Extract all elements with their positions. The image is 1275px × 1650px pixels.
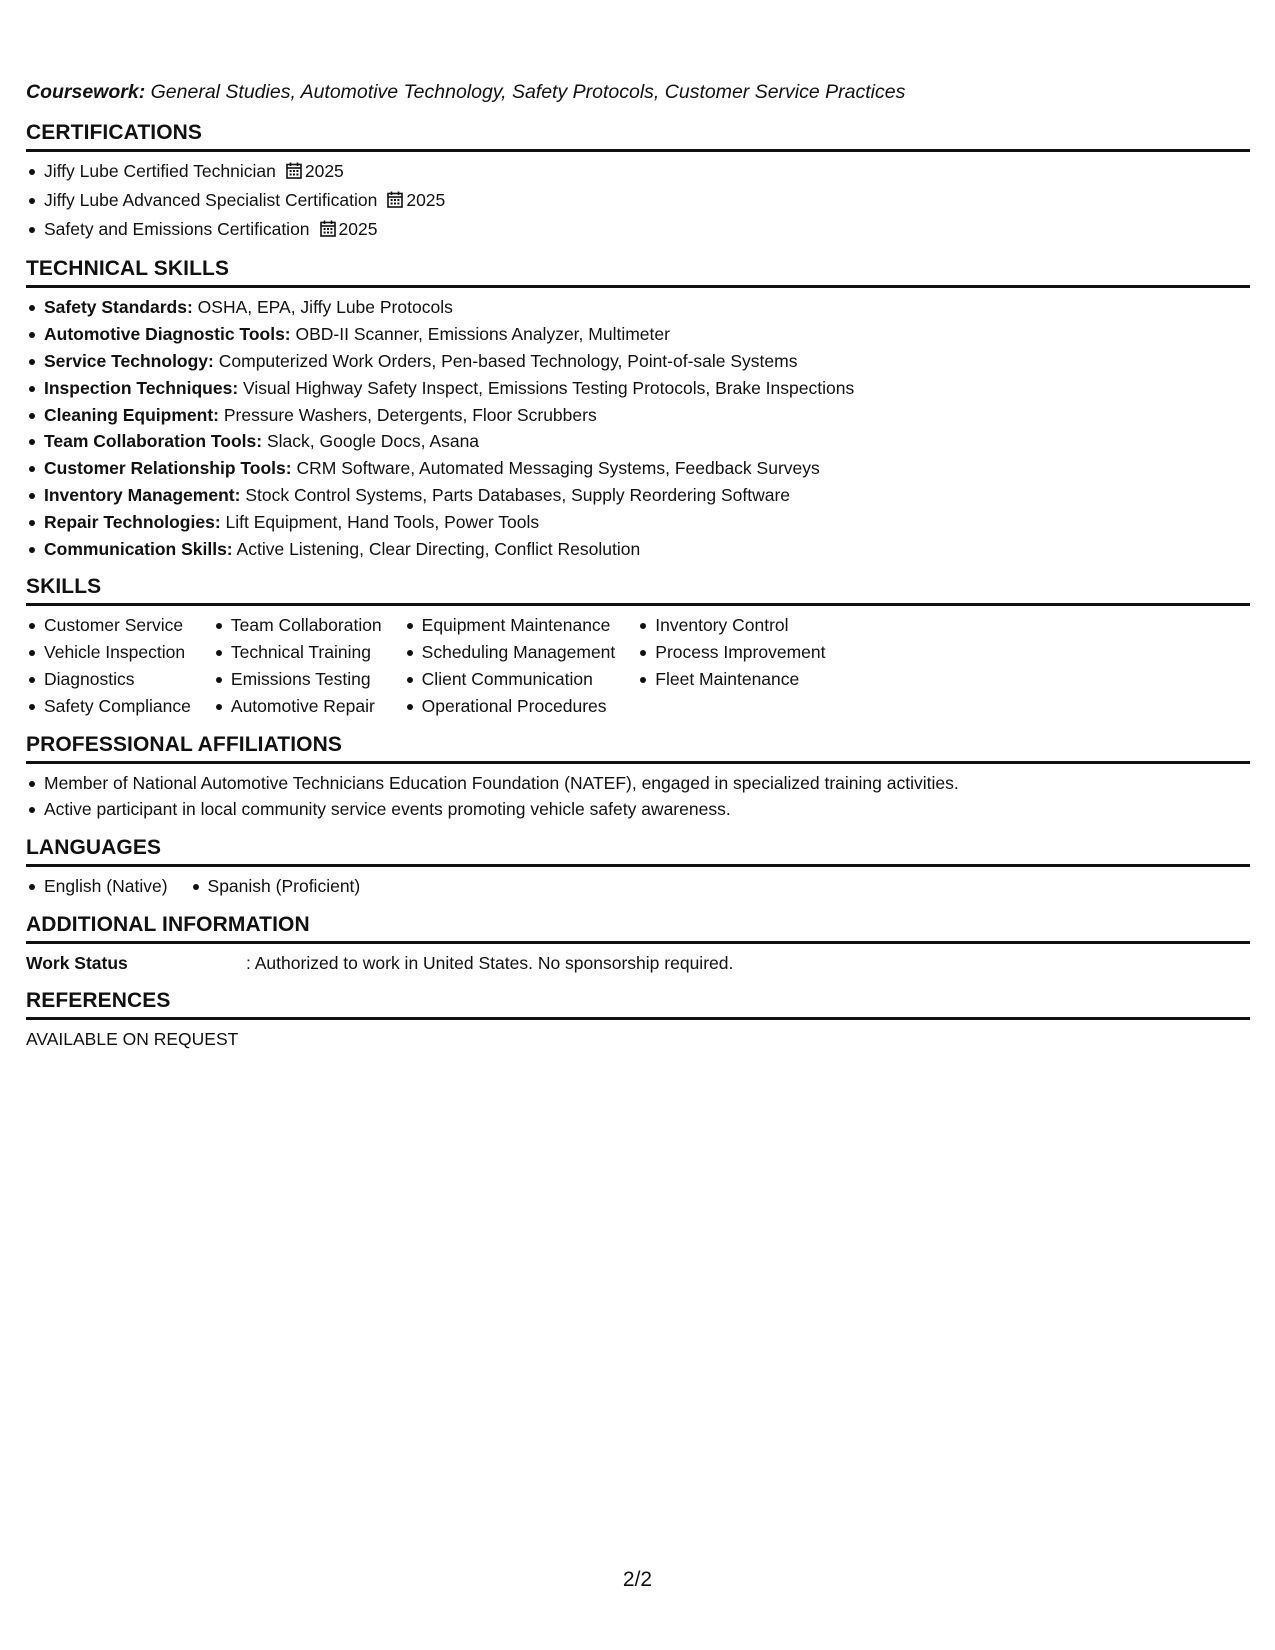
- page-number: 2/2: [622, 1568, 653, 1591]
- languages-list: [26, 873, 1250, 900]
- list-item: English (Native): [26, 873, 168, 900]
- coursework-text: General Studies, Automotive Technology, Safety Protocols, Customer Service Practices: [150, 81, 906, 103]
- list-item: Inventory Control: [637, 612, 825, 639]
- skill-values: CRM Software, Automated Messaging Systems, Feedback Surveys: [296, 458, 820, 479]
- list-item: [26, 294, 1250, 321]
- work-status-value: : Authorized to work in United States. No sponsorship required.: [246, 952, 734, 973]
- skill-category: Automotive Diagnostic Tools:: [44, 324, 291, 345]
- list-item: Automotive Repair: [213, 693, 382, 720]
- skill-category: Customer Relationship Tools:: [44, 458, 292, 479]
- list-item: [26, 428, 1250, 455]
- list-item: Operational Procedures: [404, 693, 616, 720]
- references-text: AVAILABLE ON REQUEST: [26, 1028, 239, 1049]
- certifications-list: [26, 158, 1250, 244]
- coursework-label: Coursework:: [26, 81, 146, 103]
- section-title-references: REFERENCES: [26, 988, 1250, 1020]
- languages-section: [26, 835, 1250, 900]
- technical-skills-section: [26, 256, 1250, 562]
- list-item: Diagnostics: [26, 666, 191, 693]
- skill-values: Active Listening, Clear Directing, Conflict Resolution: [236, 538, 641, 559]
- list-item: [26, 158, 1250, 187]
- list-item: Emissions Testing: [213, 666, 382, 693]
- list-item: Vehicle Inspection: [26, 639, 191, 666]
- section-title-affiliations: PROFESSIONAL AFFILIATIONS: [26, 732, 1250, 764]
- list-item: Equipment Maintenance: [404, 612, 616, 639]
- section-title-languages: LANGUAGES: [26, 835, 1250, 867]
- certification-year: 2025: [338, 218, 378, 239]
- skill-category: Repair Technologies:: [44, 511, 221, 532]
- certification-name: Jiffy Lube Advanced Specialist Certification: [44, 189, 378, 210]
- additional-information-section: [26, 912, 1250, 976]
- skill-values: OBD-II Scanner, Emissions Analyzer, Multimeter: [295, 324, 670, 345]
- affiliations-section: [26, 732, 1250, 824]
- section-title-certifications: CERTIFICATIONS: [26, 120, 1250, 152]
- skill-category: Service Technology:: [44, 350, 214, 371]
- references-section: [26, 988, 1250, 1052]
- work-status-row: [26, 950, 1250, 976]
- list-item: [26, 402, 1250, 429]
- list-item: Active participant in local community service events promoting vehicle safety awareness.: [26, 796, 1250, 823]
- section-title-additional-information: ADDITIONAL INFORMATION: [26, 912, 1250, 944]
- list-item: Process Improvement: [637, 639, 825, 666]
- skills-section: [26, 574, 1250, 719]
- list-item: [26, 375, 1250, 402]
- skills-column: [404, 612, 616, 719]
- list-item: Spanish (Proficient): [190, 873, 361, 900]
- certification-year: 2025: [304, 161, 344, 181]
- skill-category: Inventory Management:: [44, 484, 241, 505]
- skills-grid: [26, 612, 1250, 719]
- skill-values: Lift Equipment, Hand Tools, Power Tools: [225, 511, 540, 532]
- skill-category: Inspection Techniques:: [44, 377, 239, 398]
- list-item: Member of National Automotive Technicians Education Foundation (NATEF), engaged in specialized training activities.: [26, 770, 1250, 797]
- skill-values: Visual Highway Safety Inspect, Emissions Testing Protocols, Brake Inspections: [243, 377, 855, 398]
- skill-category: Cleaning Equipment:: [44, 404, 219, 425]
- certifications-section: [26, 120, 1250, 244]
- list-item: Fleet Maintenance: [637, 666, 825, 693]
- skill-values: Computerized Work Orders, Pen-based Technology, Point-of-sale Systems: [218, 350, 798, 371]
- list-item: Customer Service: [26, 612, 191, 639]
- list-item: [26, 482, 1250, 509]
- list-item: [26, 187, 1250, 216]
- list-item: Client Communication: [404, 666, 616, 693]
- list-item: Technical Training: [213, 639, 382, 666]
- skill-category: Communication Skills:: [44, 538, 233, 559]
- list-item: [26, 321, 1250, 348]
- list-item: Scheduling Management: [404, 639, 616, 666]
- list-item: [26, 536, 1250, 563]
- coursework: [26, 78, 1250, 106]
- certification-name: Safety and Emissions Certification: [44, 218, 310, 239]
- certification-name: Jiffy Lube Certified Technician: [44, 161, 276, 181]
- skill-category: Safety Standards:: [44, 297, 193, 318]
- list-item: Team Collaboration: [213, 612, 382, 639]
- list-item: [26, 348, 1250, 375]
- skill-values: Slack, Google Docs, Asana: [266, 431, 480, 452]
- skill-values: OSHA, EPA, Jiffy Lube Protocols: [197, 297, 453, 318]
- calendar-icon: [286, 160, 302, 187]
- skill-category: Team Collaboration Tools:: [44, 431, 263, 452]
- skill-values: Pressure Washers, Detergents, Floor Scrubbers: [223, 404, 597, 425]
- technical-skills-list: [26, 294, 1250, 562]
- list-item: [26, 455, 1250, 482]
- skills-column: [26, 612, 191, 719]
- affiliations-list: [26, 770, 1250, 824]
- list-item: Safety Compliance: [26, 693, 191, 720]
- section-title-technical-skills: TECHNICAL SKILLS: [26, 256, 1250, 288]
- calendar-icon: [387, 189, 403, 216]
- skill-values: Stock Control Systems, Parts Databases, Supply Reordering Software: [245, 484, 790, 505]
- certification-year: 2025: [406, 189, 446, 210]
- skills-column: [637, 612, 825, 719]
- resume-page: [26, 78, 1250, 1064]
- section-title-skills: SKILLS: [26, 574, 1250, 606]
- skills-column: [213, 612, 382, 719]
- list-item: [26, 216, 1250, 245]
- work-status-label: Work Status: [26, 952, 128, 973]
- calendar-icon: [320, 218, 336, 245]
- list-item: [26, 509, 1250, 536]
